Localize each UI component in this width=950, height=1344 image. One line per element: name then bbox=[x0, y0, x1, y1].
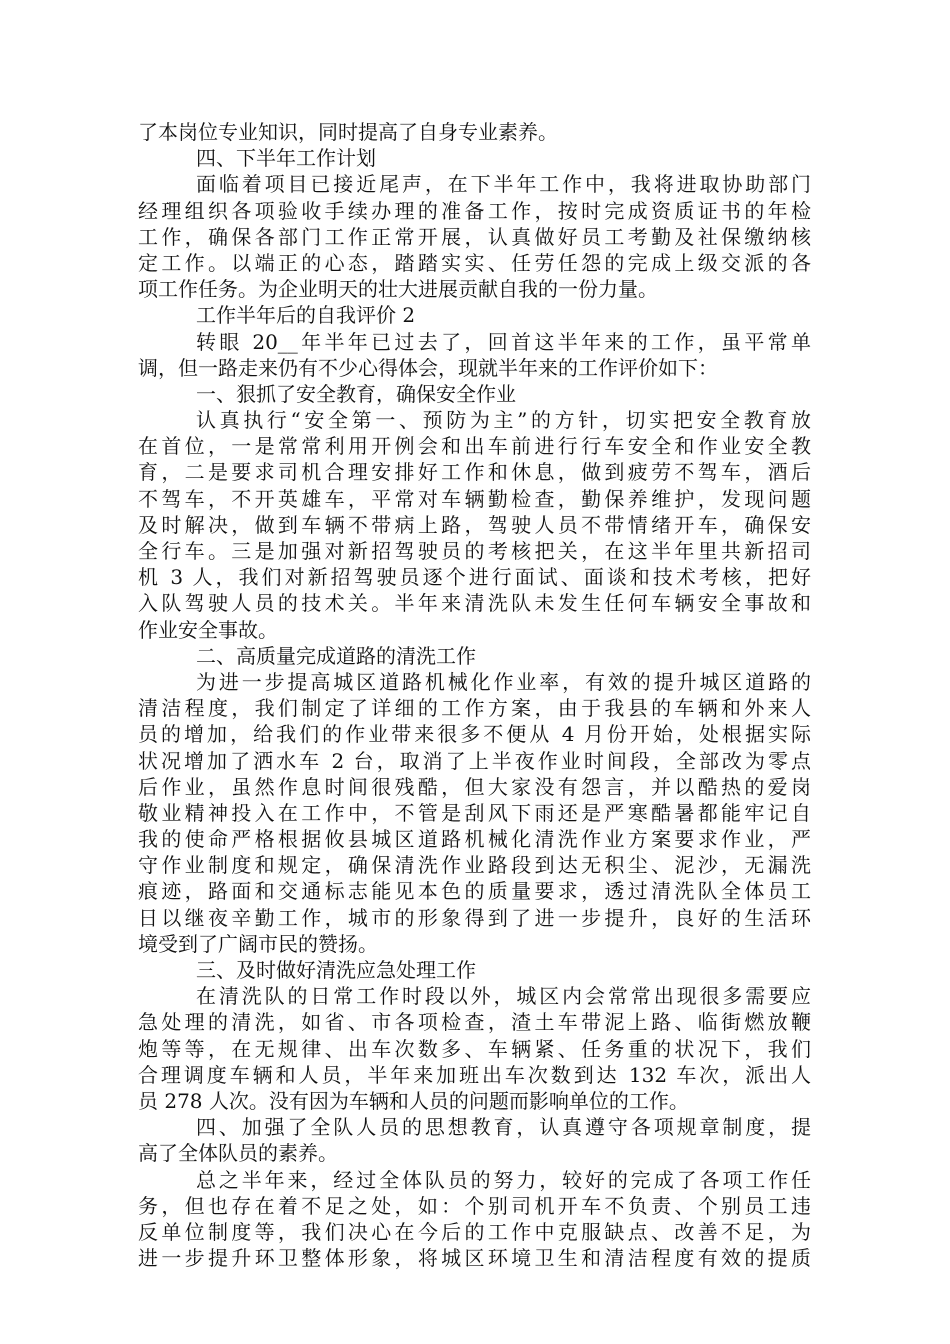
text-line: 作业安全事故。 bbox=[138, 617, 278, 642]
text-line: 员 278 人次。没有因为车辆和人员的问题而影响单位的工作。 bbox=[138, 1088, 689, 1113]
text-line: 认真执行“安全第一、预防为主”的方针，切实把安全教育放 bbox=[196, 408, 811, 433]
text-line: 炮等等，在无规律、出车次数多、车辆紧、任务重的状况下，我们 bbox=[138, 1036, 811, 1061]
text-line: 敬业精神投入在工作中，不管是刮风下雨还是严寒酷暑都能牢记自 bbox=[138, 800, 811, 825]
text-line: 调，但一路走来仍有不少心得体会，现就半年来的工作评价如下： bbox=[138, 355, 718, 380]
text-line: 在清洗队的日常工作时段以外，城区内会常常出现很多需要应 bbox=[196, 984, 811, 1009]
text-line: 为进一步提高城区道路机械化作业率，有效的提升城区道路的 bbox=[196, 669, 811, 694]
text-line: 急处理的清洗，如省、市各项检查，渣土车带泥上路、临街燃放鞭 bbox=[138, 1010, 811, 1035]
text-line: 状况增加了洒水车 2 台，取消了上半夜作业时间段，全部改为零点 bbox=[138, 748, 811, 773]
text-line: 全行车。三是加强对新招驾驶员的考核把关，在这半年里共新招司 bbox=[138, 539, 811, 563]
text-line: 定工作。以端正的心态，踏踏实实、任劳任怨的完成上级交派的各 bbox=[138, 250, 811, 275]
text-line: 项工作任务。为企业明天的壮大进展贡献自我的一份力量。 bbox=[138, 277, 658, 302]
text-line: 机 3 人，我们对新招驾驶员逐个进行面试、面谈和技术考核，把好 bbox=[138, 565, 811, 590]
text-line: 我的使命严格根据攸县城区道路机械化清洗作业方案要求作业，严 bbox=[138, 827, 811, 852]
text-line: 育，二是要求司机合理安排好工作和休息，做到疲劳不驾车，酒后 bbox=[138, 460, 811, 485]
text-line: 日以继夜辛勤工作，城市的形象得到了进一步提升，良好的生活环 bbox=[138, 905, 811, 930]
text-line: 转眼 20__年半年已过去了，回首这半年来的工作，虽平常单 bbox=[196, 329, 811, 354]
text-line: 一、狠抓了安全教育，确保安全作业 bbox=[196, 381, 516, 406]
text-line: 不驾车，不开英雄车，平常对车辆勤检查，勤保养维护，发现问题 bbox=[138, 486, 811, 511]
text-line: 入队驾驶人员的技术关。半年来清洗队未发生任何车辆安全事故和 bbox=[138, 591, 811, 616]
text-line: 高了全体队员的素养。 bbox=[138, 1141, 338, 1166]
text-line: 务，但也存在着不足之处，如：个别司机开车不负责、个别员工违 bbox=[138, 1193, 811, 1218]
text-line: 工作半年后的自我评价 2 bbox=[196, 303, 416, 328]
text-line: 清洁程度，我们制定了详细的工作方案，由于我县的车辆和外来人 bbox=[138, 696, 811, 721]
text-line: 工作，确保各部门工作正常开展，认真做好员工考勤及社保缴纳核 bbox=[138, 224, 811, 249]
text-line: 后作业，虽然作息时间很残酷，但大家没有怨言，并以酷热的爱岗 bbox=[138, 774, 811, 799]
text-line: 反单位制度等，我们决心在今后的工作中克服缺点、改善不足，为 bbox=[138, 1219, 811, 1244]
text-line: 四、加强了全队人员的思想教育，认真遵守各项规章制度，提 bbox=[196, 1115, 811, 1140]
text-line: 境受到了广阔市民的赞扬。 bbox=[138, 931, 378, 956]
text-line: 二、高质量完成道路的清洗工作 bbox=[196, 643, 476, 668]
text-line: 面临着项目已接近尾声，在下半年工作中，我将进取协助部门 bbox=[196, 172, 811, 197]
text-line: 守作业制度和规定，确保清洗作业路段到达无积尘、泥沙，无漏洗 bbox=[138, 853, 811, 878]
text-line: 痕迹，路面和交通标志能见本色的质量要求，透过清洗队全体员工 bbox=[138, 879, 811, 904]
text-line: 在首位，一是常常利用开例会和出车前进行行车安全和作业安全教 bbox=[138, 434, 811, 459]
text-line: 经理组织各项验收手续办理的准备工作，按时完成资质证书的年检 bbox=[138, 198, 811, 223]
text-line: 合理调度车辆和人员，半年来加班出车次数到达 132 车次，派出人 bbox=[138, 1062, 811, 1087]
text-line: 三、及时做好清洗应急处理工作 bbox=[196, 958, 476, 982]
text-line: 了本岗位专业知识，同时提高了自身专业素养。 bbox=[138, 120, 558, 144]
text-line: 四、下半年工作计划 bbox=[196, 146, 376, 171]
text-line: 及时解决，做到车辆不带病上路，驾驶人员不带情绪开车，确保安 bbox=[138, 512, 811, 537]
text-line: 进一步提升环卫整体形象，将城区环境卫生和清洁程度有效的提质 bbox=[138, 1246, 811, 1271]
text-line: 员的增加，给我们的作业带来很多不便从 4 月份开始，处根据实际 bbox=[138, 722, 811, 747]
text-line: 总之半年来，经过全体队员的努力，较好的完成了各项工作任 bbox=[196, 1167, 811, 1192]
document-page bbox=[138, 119, 811, 1271]
